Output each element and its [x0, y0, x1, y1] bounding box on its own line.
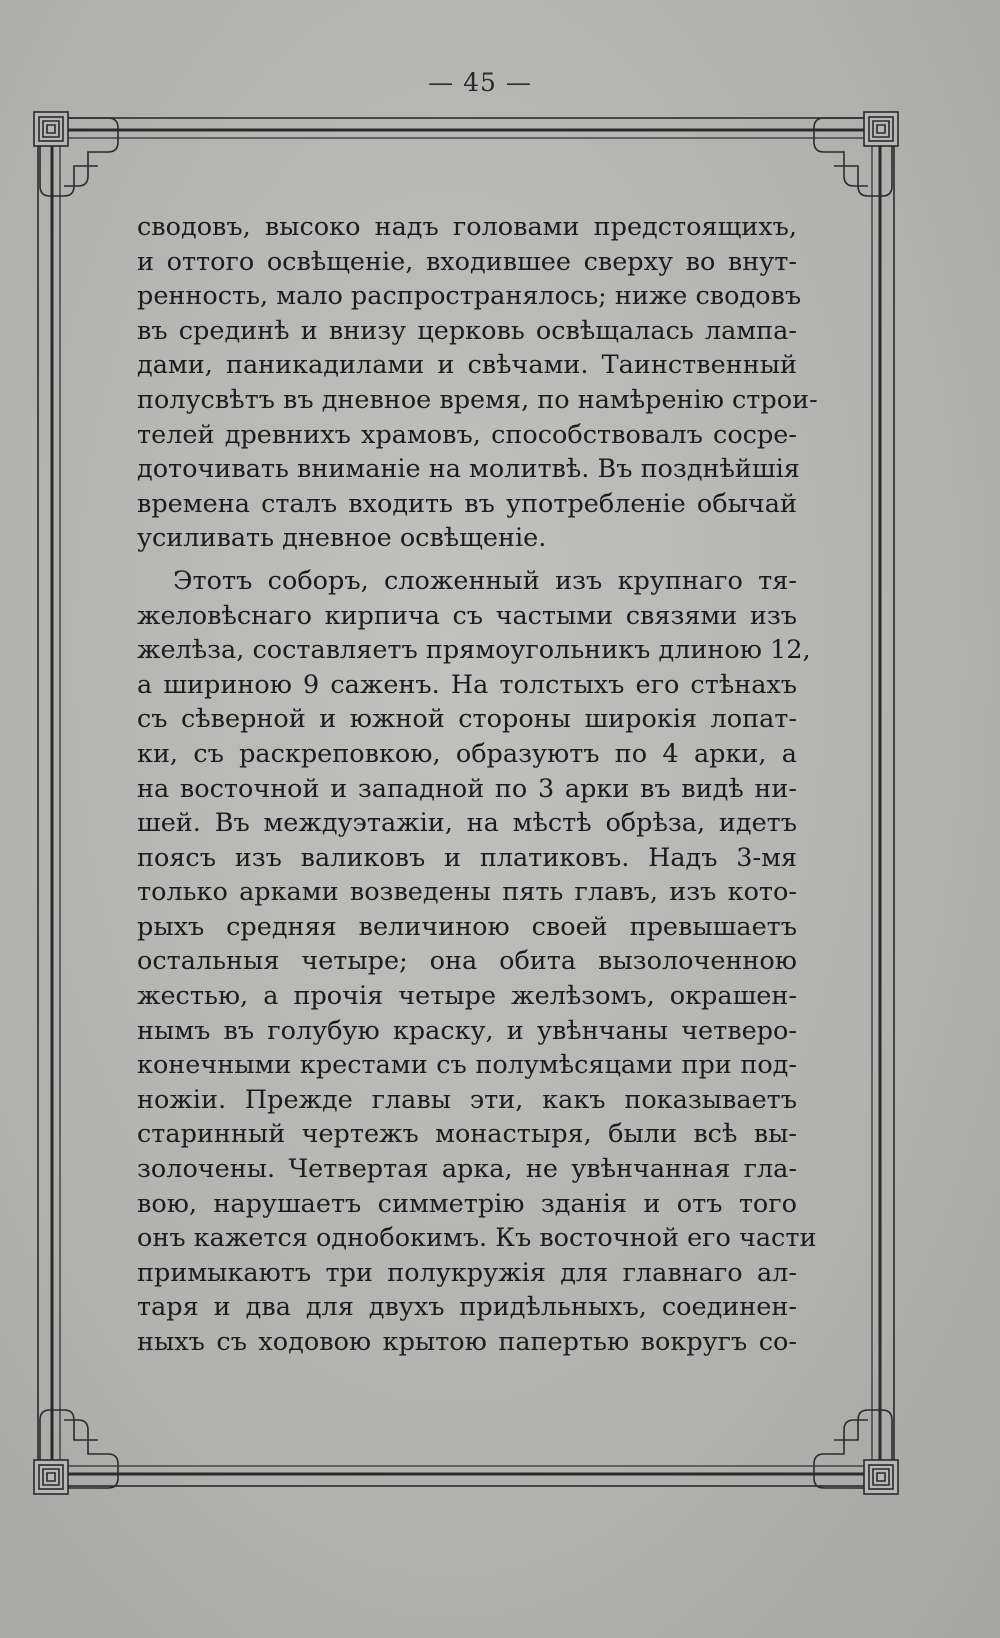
text-line: ныхъ съ ходовою крытою папертью вокругъ со-	[137, 1327, 797, 1357]
text-line: жестью, а прочія четыре желѣзомъ, окрашен-	[137, 981, 797, 1012]
corner-ornament-bottom-right	[814, 1410, 898, 1494]
text-line: примыкаютъ три полукружія для главнаго ал-	[137, 1257, 797, 1288]
corner-ornament-top-right	[814, 112, 898, 196]
text-line: сводовъ, высоко надъ головами предстоящихъ,	[137, 212, 797, 242]
page-number: — 45 —	[428, 68, 532, 97]
text-line: и оттого освѣщеніе, входившее сверху во внут-	[137, 246, 797, 277]
text-line: старинный чертежъ монастыря, были всѣ вы-	[137, 1119, 797, 1150]
text-line: доточивать вниманіе на молитвѣ. Въ позднѣйшія	[137, 454, 800, 485]
corner-ornament-top-left	[34, 112, 118, 196]
text-line: нымъ въ голубую краску, и увѣнчаны четверо-	[137, 1015, 797, 1046]
text-line: дами, паникадилами и свѣчами. Таинственный	[137, 350, 797, 381]
paragraph-1	[137, 210, 818, 556]
text-line: времена сталъ входить въ употребленіе обычай	[137, 488, 797, 519]
text-line: золочены. Четвертая арка, не увѣнчанная гла-	[137, 1154, 797, 1185]
text-line: поясъ изъ валиковъ и платиковъ. Надъ 3-мя	[137, 842, 797, 873]
text-line: вою, нарушаетъ симметрію зданія и отъ того	[137, 1188, 797, 1219]
corner-ornament-bottom-left	[34, 1410, 118, 1494]
text-line: желовѣснаго кирпича съ частыми связями изъ	[137, 600, 797, 631]
text-line: усиливать дневное освѣщеніе.	[137, 523, 547, 554]
text-line: ножіи. Прежде главы эти, какъ показываетъ	[137, 1084, 797, 1115]
text-line: шей. Въ междуэтажіи, на мѣстѣ обрѣза, идетъ	[137, 808, 797, 839]
text-line: Этотъ соборъ, сложенный изъ крупнаго тя-	[173, 565, 797, 596]
text-line: желѣза, составляетъ прямоугольникъ длиною 12,	[137, 635, 811, 666]
text-line: на восточной и западной по 3 арки въ видѣ ни-	[137, 773, 797, 804]
text-line: таря и два для двухъ придѣльныхъ, соединен-	[137, 1292, 797, 1323]
text-line: ренность, мало распространялось; ниже сводовъ	[137, 281, 802, 312]
text-line: остальныя четыре; она обита вызолоченною	[137, 946, 797, 977]
text-line: онъ кажется однобокимъ. Къ восточной его части	[137, 1223, 817, 1254]
text-line: конечными крестами съ полумѣсяцами при под-	[137, 1050, 797, 1081]
text-line: полусвѣтъ въ дневное время, по намѣренію строи-	[137, 384, 818, 415]
text-line: съ сѣверной и южной стороны широкія лопат-	[137, 704, 797, 735]
text-line: рыхъ средняя величиною своей превышаетъ	[137, 911, 797, 942]
text-line: только арками возведены пять главъ, изъ кото-	[137, 877, 797, 908]
text-line: ки, съ раскреповкою, образуютъ по 4 арки, а	[137, 738, 797, 769]
body-text	[137, 210, 818, 1360]
text-line: телей древнихъ храмовъ, способствовалъ сосре-	[137, 419, 797, 450]
text-line: а шириною 9 саженъ. На толстыхъ его стѣнахъ	[137, 669, 797, 700]
text-line: въ срединѣ и внизу церковь освѣщалась лампа-	[137, 315, 797, 346]
paragraph-2	[137, 564, 817, 1360]
